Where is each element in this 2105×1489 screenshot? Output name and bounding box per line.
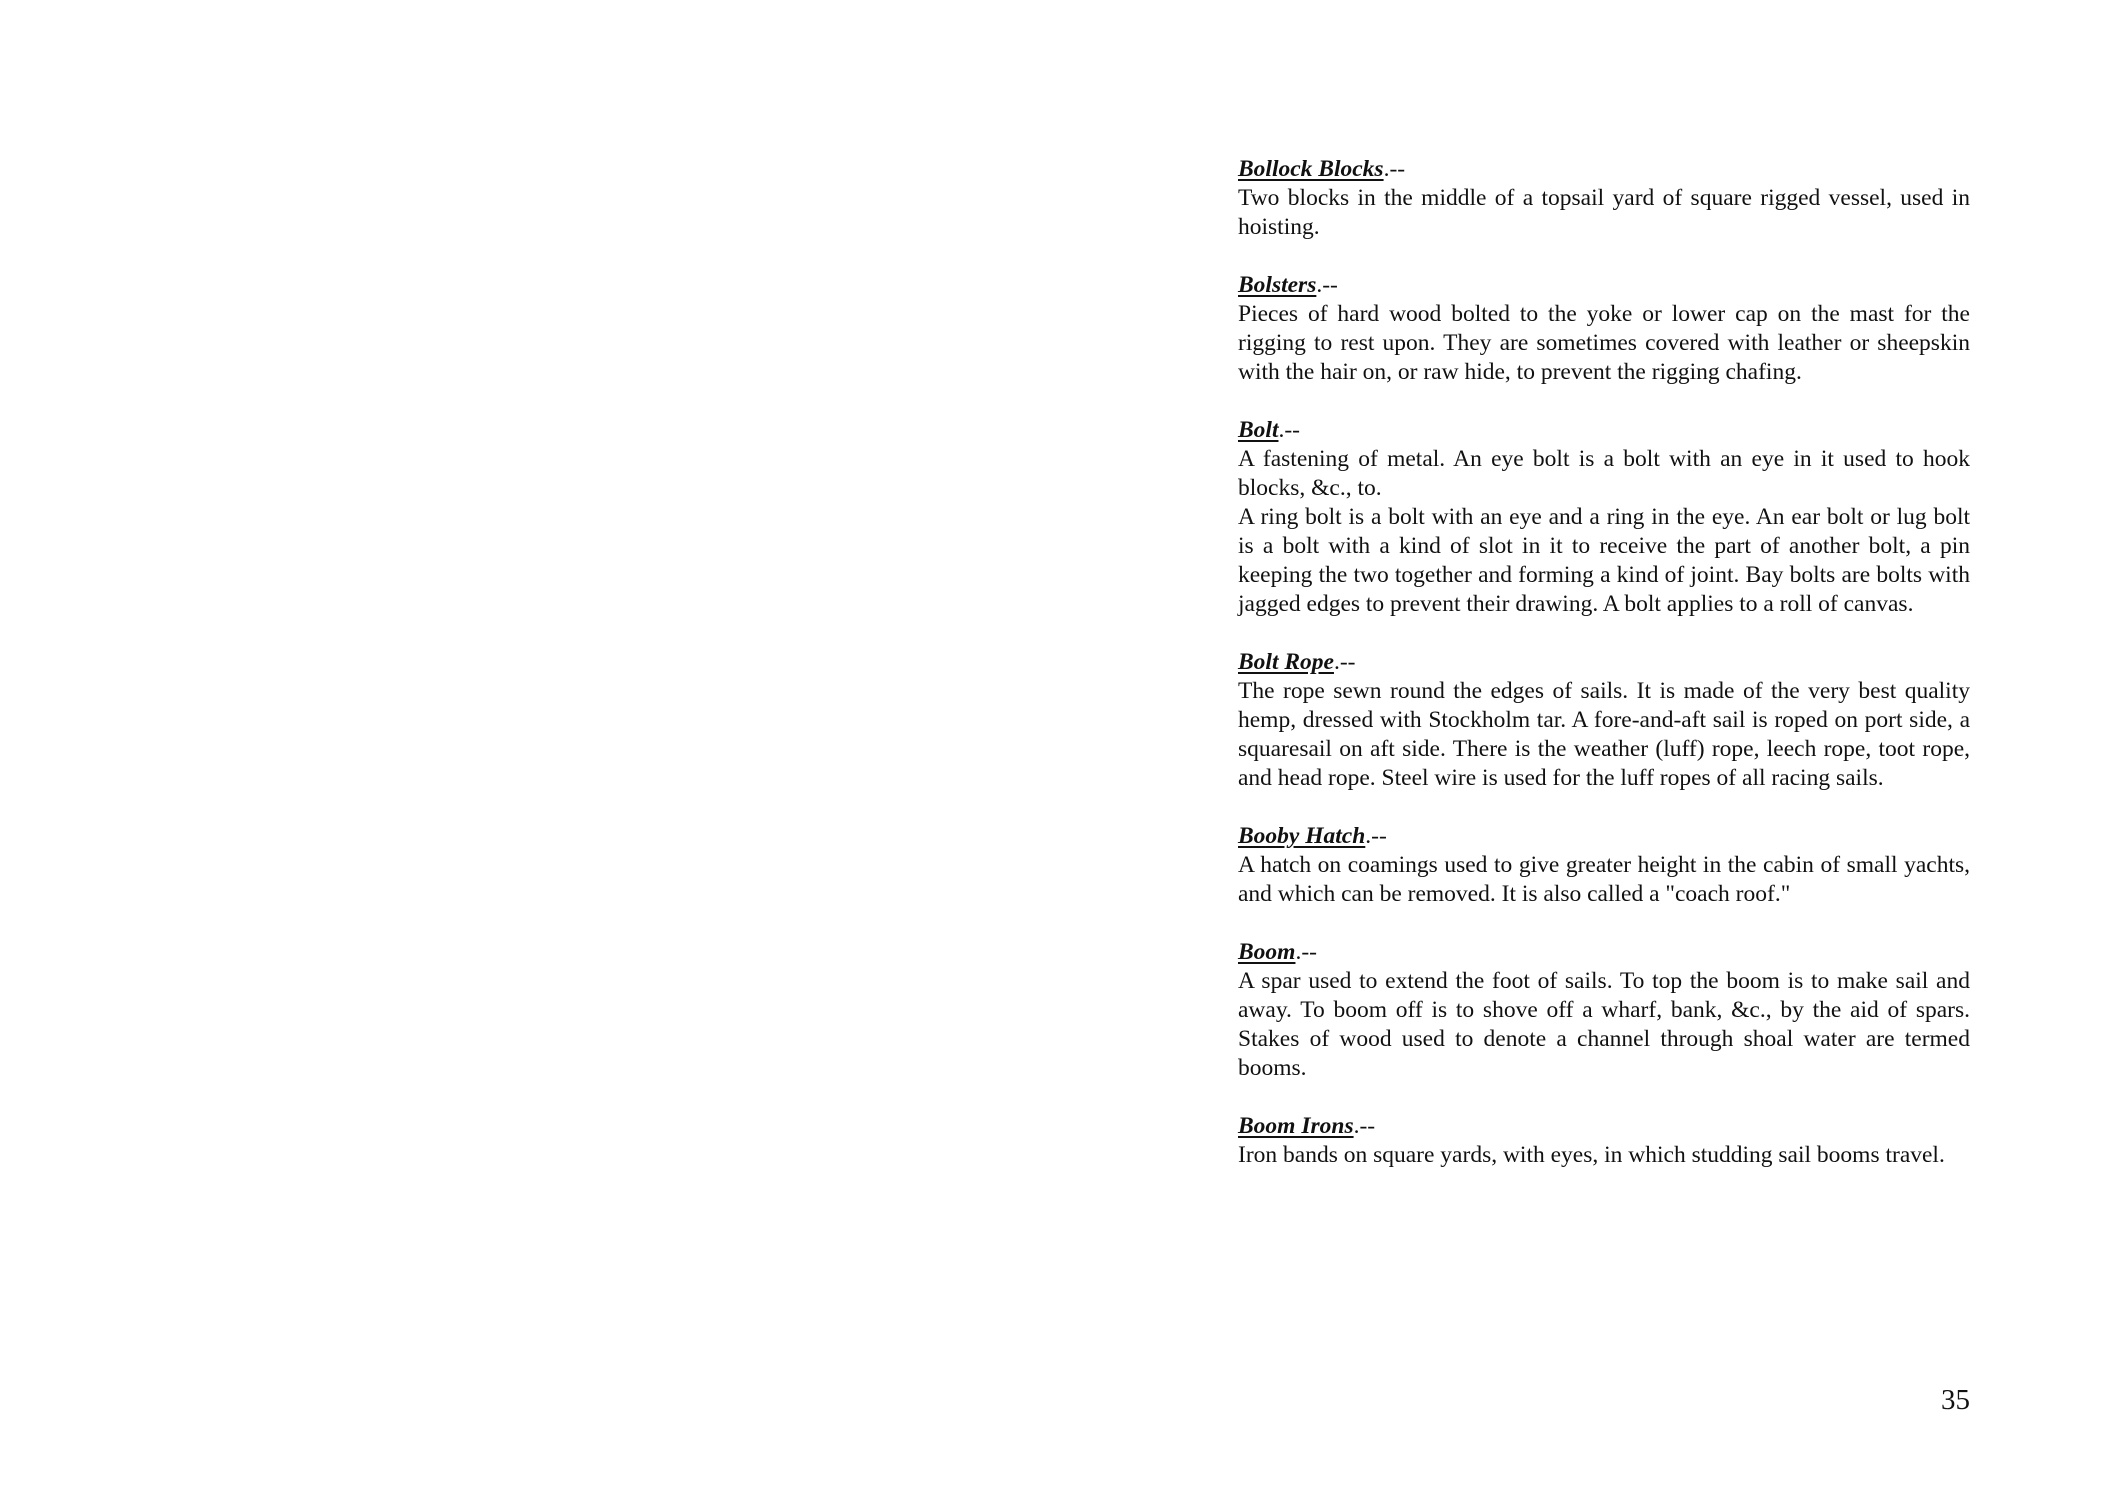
glossary-entry <box>1238 416 1970 619</box>
entry-term-suffix: .-- <box>1353 1113 1376 1139</box>
entry-term: Bolsters <box>1238 272 1317 298</box>
entry-definition: Pieces of hard wood bolted to the yoke or lower cap on the mast for the rigging to rest upon. They are sometimes covered with leather or sheepskin with the hair on, or raw hide, to prevent the rigging chafing. <box>1238 301 1970 385</box>
glossary-column <box>1238 155 1970 1199</box>
entry-term-suffix: .-- <box>1316 272 1338 298</box>
entry-heading <box>1238 938 1970 967</box>
entry-definition: Two blocks in the middle of a topsail yard of square rigged vessel, used in hoisting. <box>1238 185 1970 240</box>
entry-definition: A spar used to extend the foot of sails. To top the boom is to make sail and away. To boom off is to shove off a wharf, bank, &c., by the aid of spars. Stakes of wood used to denote a channel through shoal water are termed booms. <box>1238 968 1970 1081</box>
entry-definition: A ring bolt is a bolt with an eye and a ring in the eye. An ear bolt or lug bolt is a bolt with a kind of slot in it to receive the part of another bolt, a pin keeping the two together and forming a kind of joint. Bay bolts are bolts with jagged edges to prevent their drawing. A bolt applies to a roll of canvas. <box>1238 504 1970 617</box>
glossary-entry <box>1238 938 1970 1083</box>
glossary-entry <box>1238 155 1970 242</box>
entry-term: Bolt <box>1238 417 1279 443</box>
entry-heading <box>1238 822 1970 851</box>
entry-definition: The rope sewn round the edges of sails. It is made of the very best quality hemp, dressed with Stockholm tar. A fore-and-aft sail is roped on port side, a squaresail on aft side. There is the weather (luff) rope, leech rope, toot rope, and head rope. Steel wire is used for the luff ropes of all racing sails. <box>1238 678 1970 791</box>
glossary-entry <box>1238 648 1970 793</box>
entry-term-suffix: .-- <box>1333 649 1356 675</box>
entry-definition: A hatch on coamings used to give greater height in the cabin of small yachts, and which can be removed. It is also called a "coach roof." <box>1238 852 1970 907</box>
entry-heading <box>1238 271 1970 300</box>
entry-definition: Iron bands on square yards, with eyes, in which studding sail booms travel. <box>1238 1142 1945 1168</box>
page-number: 35 <box>1941 1384 1970 1416</box>
entry-heading <box>1238 1112 1970 1141</box>
entry-heading <box>1238 416 1970 445</box>
entry-heading <box>1238 155 1970 184</box>
entry-term: Bollock Blocks <box>1238 156 1384 182</box>
entry-term: Boom Irons <box>1238 1113 1354 1139</box>
entry-term-suffix: .-- <box>1295 939 1317 965</box>
entry-term-suffix: .-- <box>1365 823 1387 849</box>
entry-term-suffix: .-- <box>1278 417 1301 443</box>
entry-term: Booby Hatch <box>1238 823 1366 849</box>
entry-heading <box>1238 648 1970 677</box>
glossary-entry <box>1238 271 1970 387</box>
entry-definition: A fastening of metal. An eye bolt is a bolt with an eye in it used to hook blocks, &c., to. <box>1238 446 1970 501</box>
entry-term-suffix: .-- <box>1383 156 1406 182</box>
entry-term: Bolt Rope <box>1238 649 1334 675</box>
glossary-entry <box>1238 1112 1970 1170</box>
entry-term: Boom <box>1238 939 1296 965</box>
glossary-entry <box>1238 822 1970 909</box>
